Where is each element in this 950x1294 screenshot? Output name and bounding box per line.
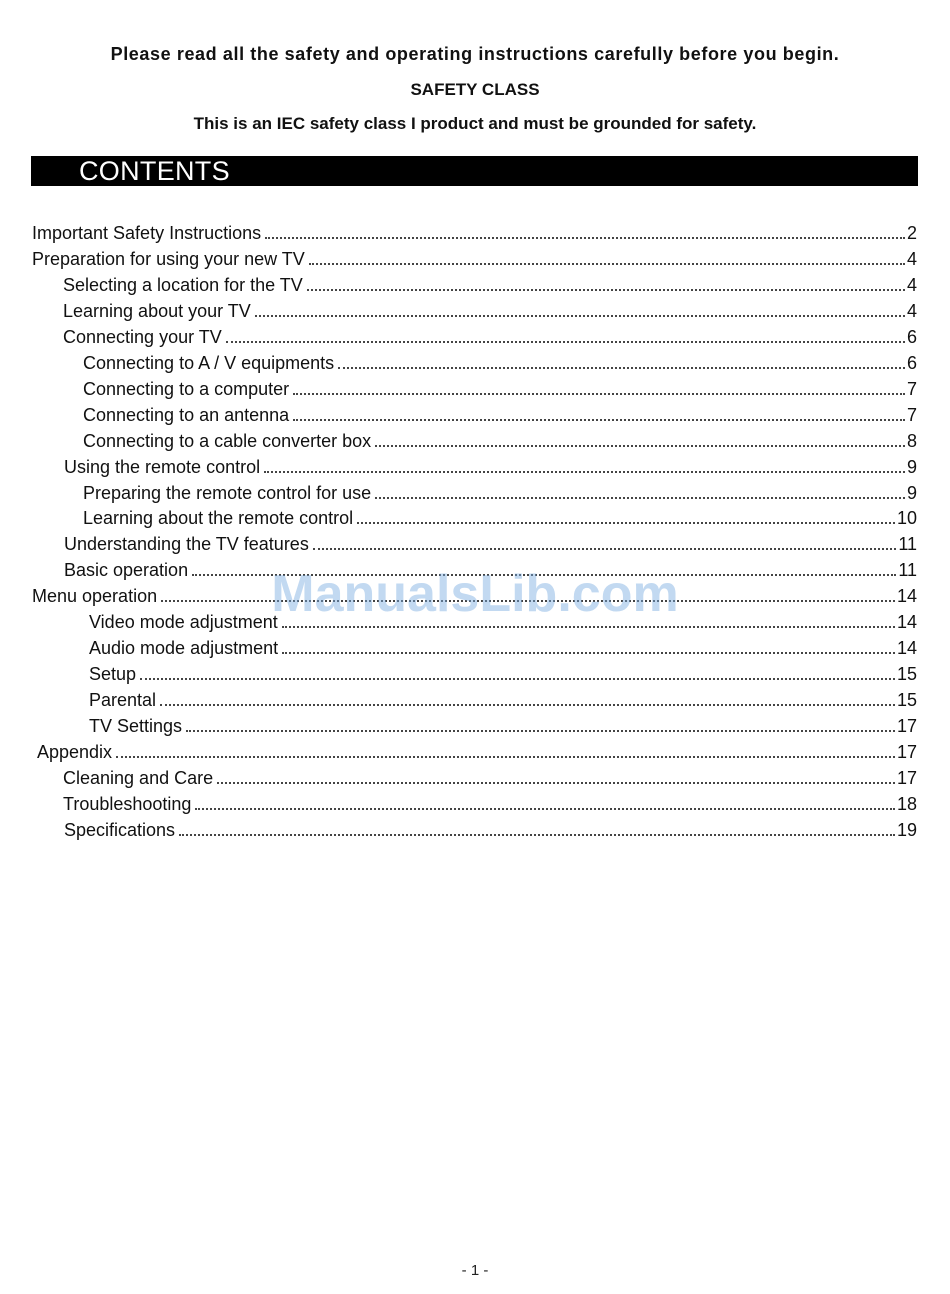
toc-leader-dots <box>264 471 905 473</box>
toc-entry[interactable] <box>64 531 917 555</box>
toc-entry-page-number: 6 <box>906 326 917 347</box>
toc-entry-label: Important Safety Instructions <box>32 223 262 243</box>
toc-entry[interactable] <box>63 791 917 815</box>
toc-entry-label: Selecting a location for the TV <box>63 274 303 295</box>
toc-leader-dots <box>375 445 905 447</box>
toc-entry[interactable] <box>83 376 917 400</box>
toc-entry-page-number: 4 <box>906 274 917 295</box>
toc-leader-dots <box>140 678 895 680</box>
toc-leader-dots <box>192 574 896 576</box>
toc-entry-label: Connecting to A / V equipments <box>83 352 335 373</box>
toc-entry[interactable] <box>89 609 917 633</box>
contents-header-bar <box>31 156 918 186</box>
toc-entry-page-number: 18 <box>896 793 917 814</box>
toc-entry-label: Connecting your TV <box>63 326 222 347</box>
toc-entry-page-number: 17 <box>896 742 917 762</box>
toc-entry-label: Cleaning and Care <box>63 767 214 788</box>
toc-leader-dots <box>116 756 895 758</box>
toc-leader-dots <box>195 808 895 810</box>
toc-entry-label: Setup <box>89 664 137 685</box>
toc-entry-page-number: 14 <box>896 586 917 607</box>
toc-entry[interactable] <box>89 661 917 685</box>
toc-leader-dots <box>186 730 895 732</box>
toc-entry-label: Appendix <box>37 742 113 762</box>
toc-entry[interactable] <box>83 428 917 452</box>
toc-leader-dots <box>293 419 905 421</box>
toc-entry[interactable] <box>32 246 917 270</box>
toc-entry-page-number: 19 <box>896 819 917 840</box>
toc-entry[interactable] <box>89 713 917 737</box>
safety-class-statement: This is an IEC safety class I product and must be grounded for safety. <box>193 114 757 133</box>
toc-entry-page-number: 11 <box>898 560 917 581</box>
toc-leader-dots <box>282 626 895 628</box>
toc-entry[interactable] <box>63 765 917 789</box>
toc-entry[interactable] <box>32 583 917 607</box>
toc-leader-dots <box>338 367 905 369</box>
toc-entry[interactable] <box>32 220 917 244</box>
toc-entry[interactable] <box>37 739 917 763</box>
toc-entry[interactable] <box>83 480 917 504</box>
toc-entry-page-number: 9 <box>906 456 917 477</box>
toc-entry[interactable] <box>63 298 917 322</box>
toc-entry-label: Basic operation <box>64 560 189 581</box>
toc-entry-page-number: 6 <box>906 352 917 373</box>
toc-leader-dots <box>375 497 905 499</box>
toc-entry-page-number: 8 <box>906 430 917 451</box>
toc-entry-label: Menu operation <box>32 586 158 607</box>
toc-entry-label: TV Settings <box>89 716 183 737</box>
toc-entry-label: Connecting to a cable converter box <box>83 430 372 451</box>
toc-entry[interactable] <box>89 635 917 659</box>
toc-entry-page-number: 4 <box>906 248 917 269</box>
toc-leader-dots <box>255 315 905 317</box>
toc-entry[interactable] <box>63 272 917 296</box>
toc-entry-label: Learning about the remote control <box>83 508 354 529</box>
toc-leader-dots <box>179 834 895 836</box>
toc-entry[interactable] <box>83 402 917 426</box>
safety-class-heading: SAFETY CLASS <box>410 80 540 99</box>
toc-entry[interactable] <box>64 817 917 841</box>
toc-entry-label: Understanding the TV features <box>64 534 309 555</box>
contents-title: CONTENTS <box>79 156 230 186</box>
toc-leader-dots <box>217 782 895 784</box>
toc-entry-page-number: 15 <box>896 690 917 711</box>
toc-entry-page-number: 14 <box>896 638 917 659</box>
toc-entry[interactable] <box>63 324 917 348</box>
toc-entry[interactable] <box>83 350 917 374</box>
page-number: - 1 - <box>461 1262 489 1279</box>
toc-entry-page-number: 7 <box>906 404 917 425</box>
toc-entry-page-number: 2 <box>906 223 917 243</box>
safety-instruction-notice: Please read all the safety and operating instructions carefully before you begin. <box>110 44 840 64</box>
toc-leader-dots <box>161 600 895 602</box>
toc-entry-page-number: 15 <box>896 664 917 685</box>
toc-entry-page-number: 7 <box>906 378 917 399</box>
toc-entry-label: Learning about your TV <box>63 300 251 321</box>
toc-leader-dots <box>282 652 895 654</box>
toc-leader-dots <box>309 263 905 265</box>
toc-entry-page-number: 10 <box>896 508 917 529</box>
toc-leader-dots <box>226 341 905 343</box>
toc-entry-page-number: 17 <box>896 767 917 788</box>
toc-entry-label: Specifications <box>64 819 176 840</box>
toc-entry-label: Parental <box>89 690 157 711</box>
toc-entry-page-number: 4 <box>906 300 917 321</box>
toc-entry-label: Preparation for using your new TV <box>32 248 305 269</box>
toc-leader-dots <box>357 522 895 524</box>
toc-entry-label: Preparing the remote control for use <box>83 482 372 503</box>
watermark: ManualsLib.com <box>271 565 679 623</box>
toc-entry-label: Audio mode adjustment <box>89 638 279 659</box>
toc-entry-page-number: 17 <box>896 716 917 737</box>
toc-entry-label: Video mode adjustment <box>89 612 278 633</box>
toc-leader-dots <box>307 289 905 291</box>
toc-leader-dots <box>293 393 905 395</box>
toc-entry-page-number: 9 <box>906 482 917 503</box>
toc-entry[interactable] <box>89 687 917 711</box>
toc-leader-dots <box>265 237 905 239</box>
toc-entry[interactable] <box>64 557 917 581</box>
toc-entry-label: Connecting to an antenna <box>83 404 290 425</box>
toc-leader-dots <box>313 548 896 550</box>
toc-entry-page-number: 14 <box>896 612 917 633</box>
toc-leader-dots <box>160 704 895 706</box>
toc-entry-label: Connecting to a computer <box>83 378 290 399</box>
toc-entry-label: Using the remote control <box>64 456 261 477</box>
toc-entry-page-number: 11 <box>898 534 917 555</box>
toc-entry[interactable] <box>64 454 917 478</box>
toc-entry[interactable] <box>83 505 917 529</box>
toc-entry-label: Troubleshooting <box>63 793 192 814</box>
